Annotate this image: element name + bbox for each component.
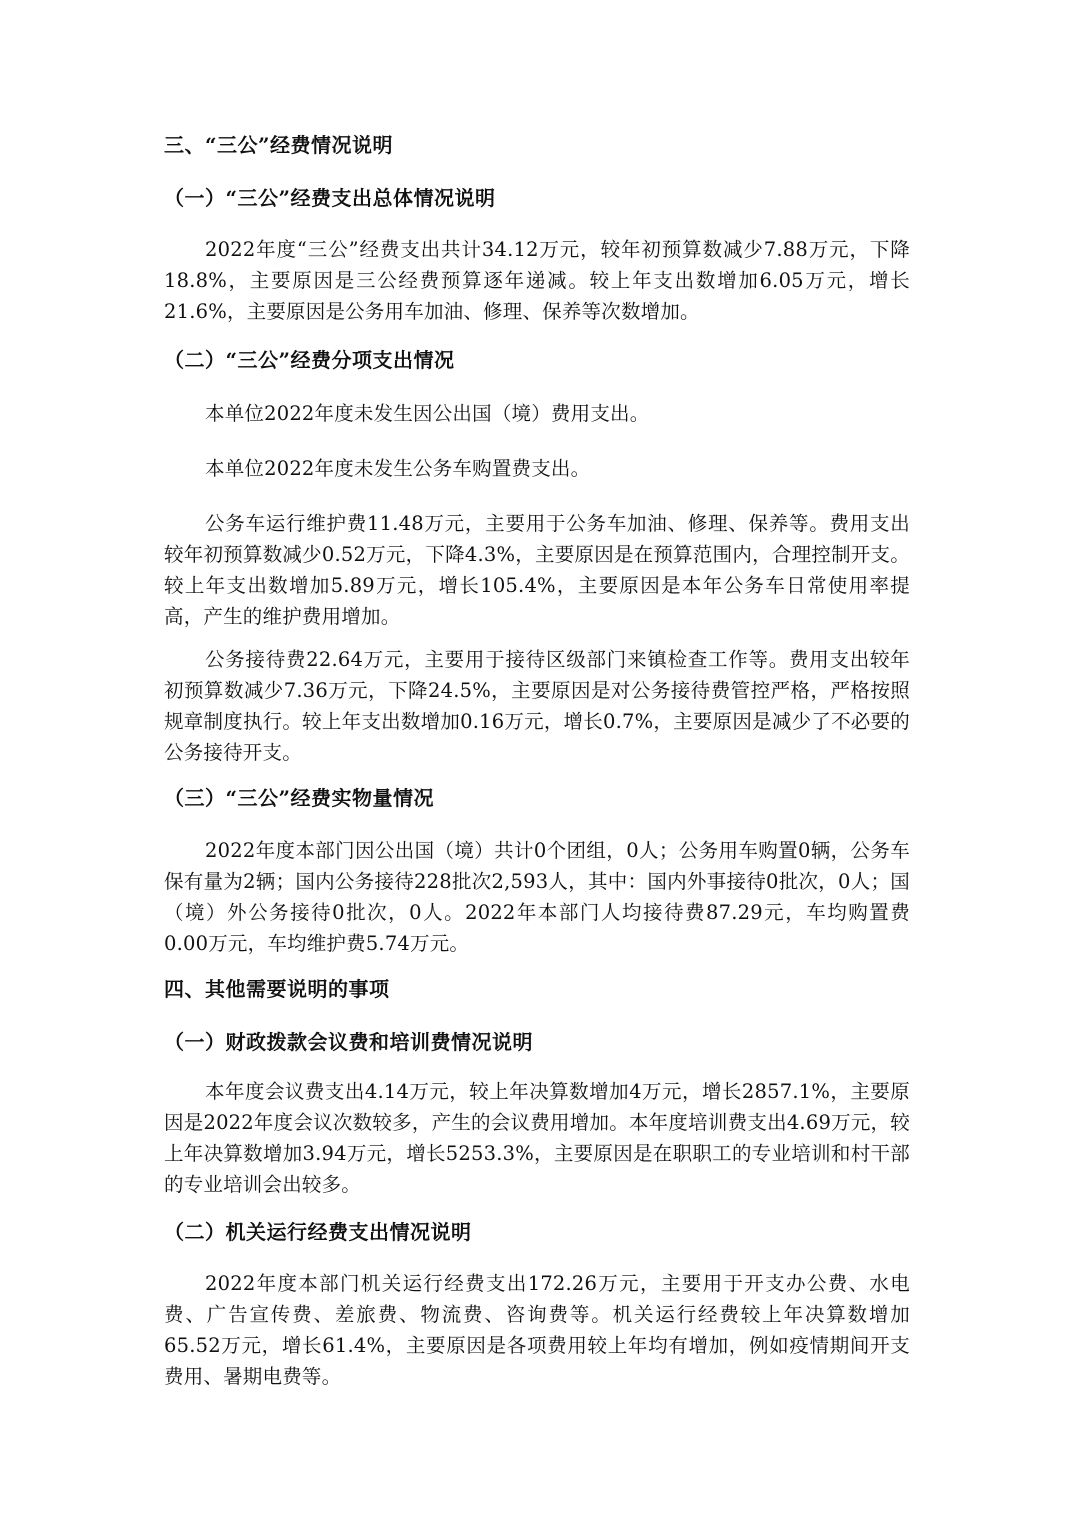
- section-3-2-paragraph-2: 本单位2022年度未发生公务车购置费支出。: [205, 457, 591, 480]
- section-3-2-paragraph-1: 本单位2022年度未发生因公出国（境）费用支出。: [205, 402, 650, 425]
- section-3-title: 三、“三公”经费情况说明: [164, 133, 394, 157]
- section-3-2-paragraph-3: 公务车运行维护费11.48万元，主要用于公务车加油、修理、保养等。费用支出较年初预算数减少0.52万元，下降4.3%，主要原因是在预算范围内，合理控制开支。较上年支出数增加5.89万元，增长105.4%，主要原因是本年公务车日常使用率提高，产生的维护费用增加。: [164, 512, 910, 628]
- section-4-1-paragraph: 本年度会议费支出4.14万元，较上年决算数增加4万元，增长2857.1%，主要原因是2022年度会议次数较多，产生的会议费用增加。本年度培训费支出4.69万元，较上年决算数增加3.94万元，增长5253.3%，主要原因是在职职工的专业培训和村干部的专业培训会出较多。: [164, 1080, 910, 1196]
- section-4-title: 四、其他需要说明的事项: [164, 977, 390, 1001]
- section-3-3-paragraph: 2022年度本部门因公出国（境）共计0个团组，0人；公务用车购置0辆，公务车保有量为2辆；国内公务接待228批次2,593人，其中：国内外事接待0批次，0人；国（境）外公务接待0批次，0人。2022年本部门人均接待费87.29元，车均购置费0.00万元，车均维护费5.74万元。: [164, 839, 910, 955]
- section-3-2-paragraph-4: 公务接待费22.64万元，主要用于接待区级部门来镇检查工作等。费用支出较年初预算数减少7.36万元，下降24.5%，主要原因是对公务接待费管控严格，严格按照规章制度执行。较上年支出数增加0.16万元，增长0.7%，主要原因是减少了不必要的公务接待开支。: [164, 648, 910, 764]
- section-3-2-title: （二）“三公”经费分项支出情况: [164, 348, 455, 372]
- section-3-1-paragraph: 2022年度“三公”经费支出共计34.12万元，较年初预算数减少7.88万元，下降18.8%，主要原因是三公经费预算逐年递减。较上年支出数增加6.05万元，增长21.6%，主要原因是公务用车加油、修理、保养等次数增加。: [164, 238, 910, 323]
- section-4-1-title: （一）财政拨款会议费和培训费情况说明: [164, 1030, 533, 1054]
- section-4-2-paragraph: 2022年度本部门机关运行经费支出172.26万元，主要用于开支办公费、水电费、广告宣传费、差旅费、物流费、咨询费等。机关运行经费较上年决算数增加65.52万元，增长61.4%，主要原因是各项费用较上年均有增加，例如疫情期间开支费用、暑期电费等。: [164, 1272, 910, 1388]
- section-4-2-title: （二）机关运行经费支出情况说明: [164, 1220, 472, 1244]
- section-3-3-title: （三）“三公”经费实物量情况: [164, 786, 435, 810]
- section-3-1-title: （一）“三公”经费支出总体情况说明: [164, 186, 496, 210]
